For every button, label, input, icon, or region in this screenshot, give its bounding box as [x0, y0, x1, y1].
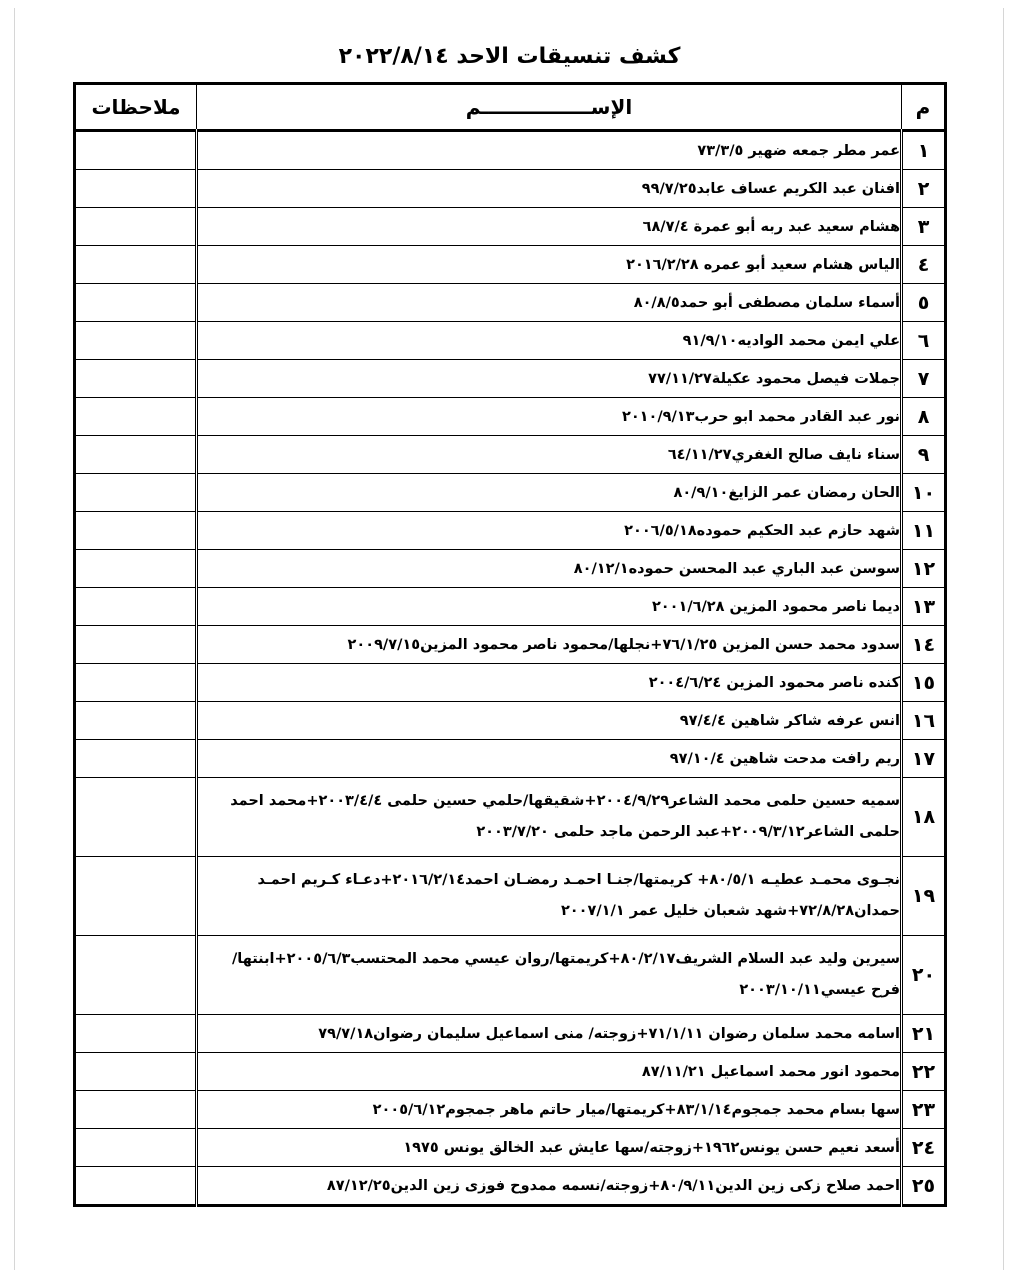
row-notes — [75, 702, 197, 740]
row-number: ٢٥ — [902, 1167, 946, 1206]
row-name: كنده ناصر محمود المزين ٢٠٠٤/٦/٢٤ — [197, 664, 902, 702]
row-number: ١٤ — [902, 626, 946, 664]
row-notes — [75, 936, 197, 1015]
row-notes — [75, 398, 197, 436]
table-row — [75, 512, 946, 550]
row-number: ١٧ — [902, 740, 946, 778]
row-notes — [75, 550, 197, 588]
row-notes — [75, 1091, 197, 1129]
table-row — [75, 1053, 946, 1091]
table-row — [75, 550, 946, 588]
row-number: ١٦ — [902, 702, 946, 740]
row-name: انس عرفه شاكر شاهين ٩٧/٤/٤ — [197, 702, 902, 740]
row-name: سها بسام محمد جمجوم٨٣/١/١٤+كريمتها/ميار حاتم ماهر جمجوم٢٠٠٥/٦/١٢ — [197, 1091, 902, 1129]
row-number: ١٠ — [902, 474, 946, 512]
row-notes — [75, 474, 197, 512]
row-name: افنان عبد الكريم عساف عابد٩٩/٧/٢٥ — [197, 170, 902, 208]
table-header-row — [75, 84, 946, 131]
table-row — [75, 936, 946, 1015]
table-row — [75, 360, 946, 398]
row-number: ٩ — [902, 436, 946, 474]
row-name: علي ايمن محمد الواديه٩١/٩/١٠ — [197, 322, 902, 360]
row-name: سناء نايف صالح الغفري٦٤/١١/٢٧ — [197, 436, 902, 474]
row-number: ٢ — [902, 170, 946, 208]
table-row — [75, 1167, 946, 1206]
row-notes — [75, 131, 197, 170]
row-name: هشام سعيد عبد ربه أبو عمرة ٦٨/٧/٤ — [197, 208, 902, 246]
row-name: سوسن عبد الباري عبد المحسن حموده٨٠/١٢/١ — [197, 550, 902, 588]
row-notes — [75, 1053, 197, 1091]
table-row — [75, 131, 946, 170]
table-row — [75, 1015, 946, 1053]
row-notes — [75, 512, 197, 550]
table-row — [75, 208, 946, 246]
coordination-table — [73, 82, 947, 1207]
row-notes — [75, 740, 197, 778]
table-row — [75, 778, 946, 857]
row-notes — [75, 360, 197, 398]
row-notes — [75, 284, 197, 322]
row-name: ديما ناصر محمود المزين ٢٠٠١/٦/٢٨ — [197, 588, 902, 626]
row-name: شهد حازم عبد الحكيم حموده٢٠٠٦/٥/١٨ — [197, 512, 902, 550]
row-number: ٥ — [902, 284, 946, 322]
row-notes — [75, 1015, 197, 1053]
header-number: م — [902, 84, 946, 131]
row-number: ٢٠ — [902, 936, 946, 1015]
row-number: ٦ — [902, 322, 946, 360]
row-notes — [75, 588, 197, 626]
table-row — [75, 474, 946, 512]
table-row — [75, 284, 946, 322]
row-name: جملات فيصل محمود عكيلة٧٧/١١/٢٧ — [197, 360, 902, 398]
row-name: نجـوى محمـد عطيـه ٨٠/٥/١+ كريمتها/جنـا احمـد رمضـان احمد٢٠١٦/٢/١٤+دعـاء كـريم احمـد حمدان٧٢/٨/٢٨+شهد شعبان خليل عمر ٢٠٠٧/١/١ — [197, 857, 902, 936]
table-row — [75, 1129, 946, 1167]
row-notes — [75, 857, 197, 936]
table-row — [75, 857, 946, 936]
table-row — [75, 322, 946, 360]
row-name: أسماء سلمان مصطفى أبو حمد٨٠/٨/٥ — [197, 284, 902, 322]
table-row — [75, 436, 946, 474]
row-name: ريم رافت مدحت شاهين ٩٧/١٠/٤ — [197, 740, 902, 778]
table-row — [75, 398, 946, 436]
row-name: نور عبد القادر محمد ابو حرب٢٠١٠/٩/١٣ — [197, 398, 902, 436]
row-number: ١٩ — [902, 857, 946, 936]
row-name: احمد صلاح زكى زين الدين٨٠/٩/١١+زوجته/نسمه ممدوح فوزى زين الدين٨٧/١٢/٢٥ — [197, 1167, 902, 1206]
row-name: الحان رمضان عمر الزايغ٨٠/٩/١٠ — [197, 474, 902, 512]
row-number: ٢٢ — [902, 1053, 946, 1091]
row-notes — [75, 1167, 197, 1206]
table-row — [75, 664, 946, 702]
table-row — [75, 1091, 946, 1129]
row-number: ٨ — [902, 398, 946, 436]
document-title: كشف تنسيقات الاحد ٢٠٢٢/٨/١٤ — [338, 44, 681, 69]
row-number: ١٣ — [902, 588, 946, 626]
row-notes — [75, 626, 197, 664]
row-notes — [75, 778, 197, 857]
row-notes — [75, 208, 197, 246]
table-row — [75, 246, 946, 284]
row-name: سميه حسين حلمى محمد الشاعر٢٠٠٤/٩/٢٩+شقيقها/حلمي حسين حلمى ٢٠٠٣/٤/٤+محمد احمد حلمى الشاعر٢٠٠٩/٣/١٢+عبد الرحمن ماجد حلمى ٢٠٠٣/٧/٢٠ — [197, 778, 902, 857]
row-notes — [75, 170, 197, 208]
row-number: ١٥ — [902, 664, 946, 702]
row-number: ١٢ — [902, 550, 946, 588]
row-number: ١٨ — [902, 778, 946, 857]
table-row — [75, 170, 946, 208]
row-name: عمر مطر جمعه ضهير ٧٣/٣/٥ — [197, 131, 902, 170]
row-number: ١ — [902, 131, 946, 170]
row-notes — [75, 664, 197, 702]
row-number: ٣ — [902, 208, 946, 246]
header-name: الإســــــــــــــــم — [197, 84, 902, 131]
header-notes: ملاحظات — [75, 84, 197, 131]
row-notes — [75, 246, 197, 284]
row-number: ٢٣ — [902, 1091, 946, 1129]
row-notes — [75, 436, 197, 474]
table-row — [75, 740, 946, 778]
row-name: سدود محمد حسن المزين ٧٦/١/٢٥+نجلها/محمود ناصر محمود المزين٢٠٠٩/٧/١٥ — [197, 626, 902, 664]
row-number: ٧ — [902, 360, 946, 398]
row-number: ٢٤ — [902, 1129, 946, 1167]
row-notes — [75, 1129, 197, 1167]
row-name: اسامه محمد سلمان رضوان ٧١/١/١١+زوجته/ منى اسماعيل سليمان رضوان٧٩/٧/١٨ — [197, 1015, 902, 1053]
row-name: محمود انور محمد اسماعيل ٨٧/١١/٢١ — [197, 1053, 902, 1091]
row-notes — [75, 322, 197, 360]
row-number: ٤ — [902, 246, 946, 284]
row-name: سيرين وليد عبد السلام الشريف٨٠/٢/١٧+كريمتها/روان عيسي محمد المحتسب٢٠٠٥/٦/٣+ابنتها/ فرح عيسي٢٠٠٣/١٠/١١ — [197, 936, 902, 1015]
table-row — [75, 588, 946, 626]
row-name: أسعد نعيم حسن يونس١٩٦٢+زوجته/سها عايش عبد الخالق يونس ١٩٧٥ — [197, 1129, 902, 1167]
row-name: الياس هشام سعيد أبو عمره ٢٠١٦/٢/٢٨ — [197, 246, 902, 284]
row-number: ١١ — [902, 512, 946, 550]
row-number: ٢١ — [902, 1015, 946, 1053]
table-row — [75, 626, 946, 664]
table-row — [75, 702, 946, 740]
